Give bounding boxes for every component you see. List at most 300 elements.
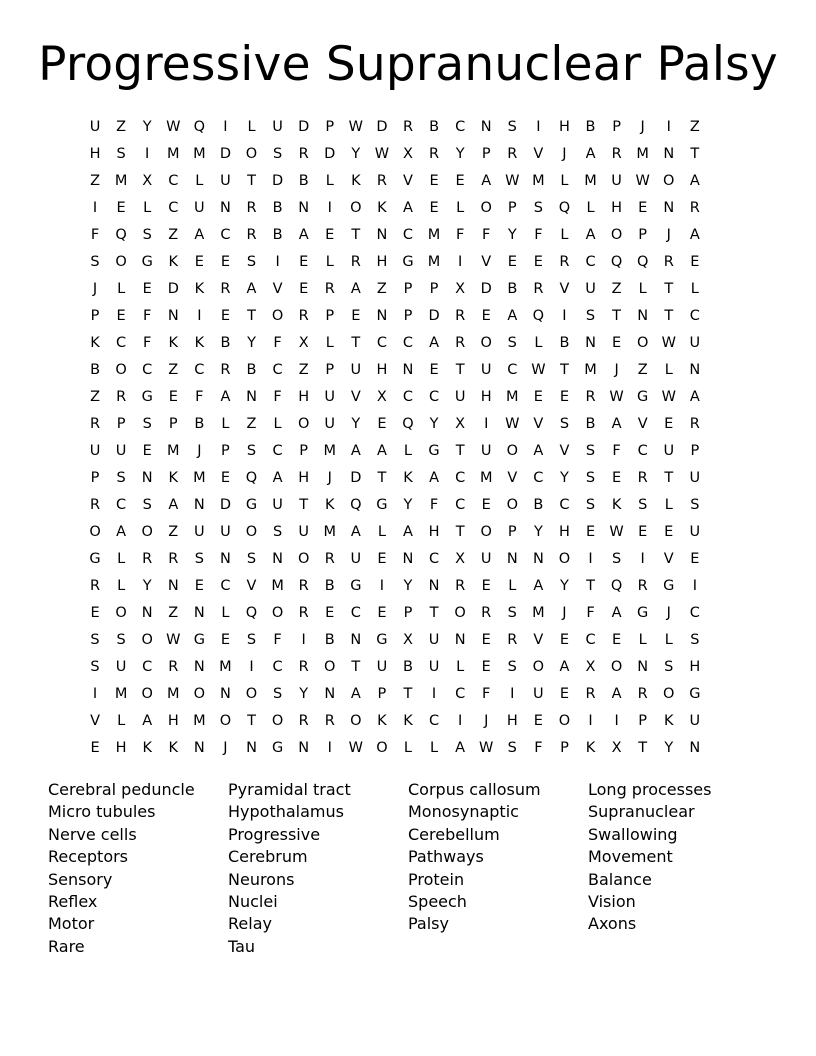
- grid-letter: N: [298, 200, 310, 216]
- grid-letter: A: [168, 497, 179, 513]
- grid-letter: E: [559, 389, 570, 405]
- grid-letter: Z: [298, 362, 309, 378]
- grid-letter: V: [533, 632, 544, 648]
- word-list-item: Nuclei: [228, 892, 278, 912]
- grid-letter: S: [272, 524, 283, 540]
- grid-letter: E: [559, 632, 570, 648]
- word-list-item: Cerebral peduncle: [48, 780, 195, 799]
- grid-letter: Z: [90, 173, 100, 189]
- grid-letter: Z: [611, 281, 622, 297]
- grid-letter: F: [195, 389, 204, 405]
- grid-letter: L: [690, 281, 699, 297]
- grid-letter: S: [507, 335, 517, 351]
- grid-letter: A: [689, 173, 700, 189]
- grid-letter: U: [272, 497, 283, 513]
- grid-letter: T: [247, 308, 256, 324]
- grid-letter: C: [585, 632, 596, 648]
- grid-row: [82, 249, 734, 276]
- grid-letter: G: [637, 389, 649, 405]
- grid-letter: P: [481, 146, 491, 162]
- grid-letter: U: [454, 389, 466, 405]
- grid-letter: I: [457, 713, 463, 729]
- grid-letter: S: [142, 416, 152, 432]
- grid-letter: O: [271, 605, 284, 621]
- word-list-column: [408, 779, 588, 958]
- grid-letter: Y: [351, 416, 361, 432]
- grid-letter: I: [457, 254, 463, 270]
- grid-letter: E: [429, 362, 439, 378]
- grid-letter: E: [690, 254, 700, 270]
- grid-letter: T: [377, 470, 387, 486]
- grid-letter: L: [664, 632, 673, 648]
- word-list-column: [588, 779, 768, 958]
- grid-letter: R: [585, 686, 596, 702]
- grid-letter: O: [297, 416, 310, 432]
- grid-letter: B: [585, 416, 596, 432]
- grid-letter: A: [220, 389, 231, 405]
- grid-letter: E: [481, 497, 491, 513]
- grid-letter: C: [428, 713, 440, 729]
- grid-letter: E: [690, 551, 700, 567]
- grid-letter: E: [168, 389, 178, 405]
- grid-letter: A: [585, 146, 596, 162]
- grid-letter: A: [455, 740, 466, 756]
- grid-letter: C: [428, 389, 440, 405]
- grid-letter: S: [90, 632, 100, 648]
- grid-letter: M: [167, 686, 180, 702]
- grid-letter: B: [403, 659, 413, 675]
- grid-letter: T: [455, 524, 465, 540]
- grid-letter: M: [219, 659, 232, 675]
- grid-letter: E: [220, 254, 231, 270]
- grid-letter: E: [377, 605, 387, 621]
- grid-letter: Y: [560, 578, 569, 594]
- grid-letter: O: [350, 200, 362, 216]
- grid-letter: T: [560, 362, 569, 378]
- grid-letter: I: [431, 686, 437, 702]
- grid-letter: B: [507, 281, 518, 297]
- grid-letter: H: [89, 146, 101, 162]
- grid-letter: A: [403, 200, 413, 216]
- grid-letter: I: [249, 659, 254, 675]
- grid-letter: L: [456, 659, 465, 675]
- grid-letter: U: [89, 443, 101, 459]
- grid-letter: L: [664, 497, 673, 513]
- grid-letter: O: [480, 335, 492, 351]
- grid-letter: S: [116, 632, 126, 648]
- grid-letter: M: [636, 146, 649, 162]
- grid-letter: F: [455, 227, 465, 243]
- word-list-item: Sensory: [48, 869, 113, 889]
- grid-letter: N: [324, 686, 336, 702]
- grid-letter: A: [585, 227, 596, 243]
- grid-letter: L: [325, 173, 334, 189]
- grid-letter: I: [197, 308, 202, 324]
- grid-letter: U: [298, 524, 309, 540]
- grid-row: [82, 654, 734, 681]
- grid-letter: T: [429, 605, 439, 621]
- grid-letter: I: [666, 119, 671, 135]
- grid-letter: U: [533, 686, 544, 702]
- grid-letter: I: [536, 119, 541, 135]
- grid-letter: W: [348, 740, 363, 756]
- grid-letter: O: [506, 497, 518, 513]
- grid-letter: O: [245, 146, 258, 162]
- grid-letter: E: [612, 470, 622, 486]
- grid-letter: S: [194, 551, 204, 567]
- word-list-item: Cerebellum: [408, 824, 500, 844]
- grid-letter: A: [429, 470, 440, 486]
- grid-letter: C: [533, 470, 544, 486]
- grid-letter: E: [351, 308, 361, 324]
- grid-letter: Q: [245, 605, 258, 621]
- grid-letter: N: [298, 740, 310, 756]
- grid-letter: E: [194, 254, 204, 270]
- grid-letter: Q: [115, 227, 127, 243]
- grid-letter: K: [90, 335, 100, 351]
- grid-letter: R: [637, 578, 648, 594]
- grid-letter: C: [402, 227, 414, 243]
- grid-letter: A: [403, 524, 413, 540]
- grid-letter: P: [377, 686, 387, 702]
- grid-letter: U: [89, 119, 101, 135]
- grid-letter: T: [664, 281, 674, 297]
- grid-letter: U: [350, 551, 362, 567]
- grid-letter: O: [115, 254, 127, 270]
- grid-letter: T: [612, 308, 622, 324]
- grid-letter: Z: [90, 389, 100, 405]
- grid-letter: C: [116, 335, 127, 351]
- grid-letter: Y: [533, 524, 543, 540]
- grid-letter: O: [480, 200, 492, 216]
- grid-letter: K: [403, 470, 413, 486]
- grid-letter: U: [663, 443, 675, 459]
- grid-letter: L: [534, 335, 543, 351]
- grid-letter: Y: [403, 578, 413, 594]
- grid-letter: G: [350, 578, 362, 594]
- grid-letter: E: [612, 335, 622, 351]
- grid-letter: I: [379, 578, 385, 594]
- grid-letter: U: [689, 524, 701, 540]
- grid-letter: R: [298, 713, 309, 729]
- grid-letter: R: [298, 308, 309, 324]
- grid-letter: R: [246, 200, 257, 216]
- grid-letter: M: [323, 524, 336, 540]
- grid-letter: N: [246, 740, 257, 756]
- grid-letter: B: [298, 173, 309, 189]
- word-list-item: Movement: [588, 847, 673, 867]
- grid-letter: S: [638, 497, 648, 513]
- grid-letter: Y: [403, 497, 413, 513]
- grid-letter: O: [454, 605, 466, 621]
- grid-letter: K: [194, 335, 205, 351]
- word-list-item: Pyramidal tract: [228, 780, 351, 799]
- grid-letter: R: [689, 416, 700, 432]
- grid-letter: U: [324, 416, 336, 432]
- grid-letter: A: [533, 578, 544, 594]
- grid-letter: I: [614, 713, 619, 729]
- grid-letter: P: [403, 308, 413, 324]
- grid-letter: E: [377, 416, 387, 432]
- grid-letter: N: [428, 578, 440, 594]
- grid-letter: C: [194, 362, 205, 378]
- grid-letter: C: [689, 308, 700, 324]
- grid-letter: F: [429, 497, 439, 513]
- grid-letter: R: [350, 254, 361, 270]
- grid-letter: L: [221, 605, 230, 621]
- grid-letter: N: [220, 551, 231, 567]
- grid-letter: O: [193, 686, 206, 702]
- grid-letter: R: [90, 416, 101, 432]
- grid-letter: Z: [637, 362, 648, 378]
- grid-letter: F: [273, 335, 282, 351]
- grid-letter: K: [664, 713, 674, 729]
- grid-letter: J: [92, 281, 98, 297]
- grid-letter: N: [689, 740, 701, 756]
- grid-letter: T: [247, 173, 256, 189]
- grid-letter: R: [168, 551, 179, 567]
- letter-grid: [82, 114, 734, 762]
- grid-letter: S: [116, 470, 126, 486]
- grid-letter: H: [167, 713, 179, 729]
- grid-letter: O: [610, 227, 623, 243]
- word-list-column: [228, 779, 408, 958]
- grid-row: [82, 465, 734, 492]
- grid-letter: L: [456, 200, 465, 216]
- grid-letter: O: [115, 362, 127, 378]
- grid-letter: H: [298, 389, 310, 405]
- grid-letter: A: [481, 173, 492, 189]
- grid-letter: A: [429, 335, 440, 351]
- grid-letter: W: [479, 740, 494, 756]
- grid-letter: W: [609, 389, 624, 405]
- grid-letter: V: [533, 416, 544, 432]
- grid-row: [82, 384, 734, 411]
- grid-letter: Z: [168, 227, 179, 243]
- grid-letter: C: [689, 605, 700, 621]
- grid-letter: E: [220, 470, 231, 486]
- grid-letter: P: [325, 119, 335, 135]
- grid-letter: J: [327, 470, 332, 486]
- grid-letter: L: [195, 173, 204, 189]
- grid-letter: A: [116, 524, 127, 540]
- grid-letter: E: [299, 254, 309, 270]
- grid-letter: L: [117, 281, 126, 297]
- grid-letter: K: [168, 254, 179, 270]
- grid-letter: N: [402, 362, 414, 378]
- grid-letter: L: [143, 200, 152, 216]
- grid-letter: T: [351, 227, 361, 243]
- grid-row: [82, 573, 734, 600]
- grid-letter: N: [193, 497, 205, 513]
- grid-letter: F: [273, 632, 282, 648]
- grid-letter: A: [533, 443, 544, 459]
- grid-letter: L: [508, 578, 517, 594]
- grid-letter: K: [403, 713, 413, 729]
- grid-letter: E: [481, 632, 491, 648]
- grid-letter: O: [558, 551, 571, 567]
- grid-letter: B: [324, 632, 335, 648]
- grid-letter: Q: [636, 254, 649, 270]
- grid-letter: Y: [664, 740, 674, 756]
- grid-letter: E: [194, 578, 204, 594]
- grid-letter: O: [141, 524, 153, 540]
- grid-letter: F: [273, 389, 282, 405]
- grid-letter: P: [168, 416, 178, 432]
- grid-letter: I: [484, 416, 489, 432]
- grid-letter: V: [350, 389, 361, 405]
- grid-letter: A: [689, 389, 700, 405]
- grid-letter: Y: [455, 146, 465, 162]
- grid-letter: F: [482, 227, 491, 243]
- grid-letter: K: [324, 497, 335, 513]
- grid-letter: Y: [351, 146, 361, 162]
- grid-letter: E: [325, 227, 335, 243]
- grid-letter: E: [507, 254, 517, 270]
- grid-letter: V: [559, 443, 570, 459]
- grid-letter: C: [168, 200, 179, 216]
- grid-letter: D: [219, 146, 232, 162]
- grid-letter: W: [505, 173, 520, 189]
- grid-letter: T: [351, 335, 361, 351]
- grid-letter: O: [297, 551, 310, 567]
- grid-letter: C: [585, 254, 596, 270]
- grid-letter: M: [167, 146, 180, 162]
- grid-letter: G: [141, 254, 153, 270]
- grid-letter: W: [531, 362, 546, 378]
- grid-letter: Q: [350, 497, 362, 513]
- grid-letter: M: [584, 362, 597, 378]
- word-list-item: Supranuclear: [588, 802, 695, 822]
- word-list-item: Progressive: [228, 824, 321, 844]
- grid-letter: I: [301, 632, 306, 648]
- grid-letter: N: [585, 335, 596, 351]
- grid-letter: X: [403, 632, 413, 648]
- grid-row: [82, 276, 734, 303]
- grid-letter: K: [168, 740, 179, 756]
- grid-row: [82, 681, 734, 708]
- grid-letter: G: [193, 632, 205, 648]
- grid-letter: R: [298, 659, 309, 675]
- grid-letter: T: [690, 146, 700, 162]
- grid-letter: C: [455, 686, 466, 702]
- grid-letter: B: [220, 335, 231, 351]
- grid-letter: K: [142, 740, 152, 756]
- grid-letter: U: [689, 713, 701, 729]
- grid-letter: O: [141, 686, 153, 702]
- grid-letter: J: [666, 227, 671, 243]
- grid-letter: G: [637, 605, 649, 621]
- grid-letter: L: [117, 551, 126, 567]
- grid-letter: I: [588, 713, 593, 729]
- word-list-item: Rare: [48, 936, 85, 956]
- grid-letter: G: [245, 497, 258, 513]
- grid-letter: E: [559, 686, 570, 702]
- grid-letter: A: [350, 524, 361, 540]
- grid-letter: Z: [376, 281, 387, 297]
- word-list-item: Long processes: [588, 780, 712, 799]
- grid-letter: P: [638, 227, 648, 243]
- grid-letter: I: [223, 119, 228, 135]
- grid-letter: U: [480, 443, 492, 459]
- grid-letter: X: [585, 659, 596, 675]
- grid-letter: C: [350, 605, 361, 621]
- grid-letter: H: [558, 119, 570, 135]
- grid-letter: U: [611, 173, 622, 189]
- grid-letter: E: [299, 281, 309, 297]
- grid-letter: S: [611, 551, 622, 567]
- grid-letter: C: [116, 497, 127, 513]
- grid-letter: L: [664, 362, 673, 378]
- word-list-item: Cerebrum: [228, 847, 308, 867]
- grid-letter: B: [559, 335, 570, 351]
- grid-letter: E: [377, 551, 387, 567]
- grid-letter: J: [562, 146, 567, 162]
- grid-letter: O: [663, 686, 675, 702]
- grid-letter: M: [532, 173, 545, 189]
- grid-letter: R: [142, 551, 153, 567]
- grid-letter: N: [220, 200, 231, 216]
- grid-letter: Y: [299, 686, 309, 702]
- grid-row: [82, 735, 734, 762]
- grid-letter: P: [612, 119, 621, 135]
- grid-letter: K: [377, 200, 387, 216]
- word-list-item: Pathways: [408, 847, 484, 867]
- grid-letter: P: [221, 443, 230, 459]
- word-list-item: Speech: [408, 892, 467, 912]
- grid-letter: H: [376, 254, 388, 270]
- grid-letter: X: [298, 335, 309, 351]
- grid-letter: E: [533, 254, 543, 270]
- grid-letter: M: [479, 470, 493, 486]
- grid-letter: R: [246, 227, 257, 243]
- grid-letter: I: [562, 308, 567, 324]
- grid-letter: E: [638, 200, 648, 216]
- grid-letter: N: [246, 389, 257, 405]
- grid-letter: R: [559, 254, 570, 270]
- grid-letter: T: [455, 362, 465, 378]
- grid-letter: P: [299, 443, 309, 459]
- grid-letter: O: [506, 443, 518, 459]
- grid-letter: R: [298, 578, 309, 594]
- word-list-item: Balance: [588, 869, 652, 889]
- grid-letter: P: [507, 524, 517, 540]
- grid-letter: J: [223, 740, 228, 756]
- grid-letter: B: [429, 119, 440, 135]
- grid-row: [82, 600, 734, 627]
- grid-letter: A: [611, 605, 622, 621]
- grid-letter: D: [272, 173, 284, 189]
- grid-letter: I: [92, 686, 98, 702]
- grid-letter: G: [89, 551, 101, 567]
- grid-row: [82, 357, 734, 384]
- grid-letter: P: [690, 443, 700, 459]
- grid-letter: L: [586, 200, 595, 216]
- grid-letter: D: [376, 119, 388, 135]
- grid-letter: S: [664, 659, 674, 675]
- grid-letter: S: [90, 254, 100, 270]
- grid-letter: U: [115, 659, 127, 675]
- grid-letter: R: [324, 281, 335, 297]
- grid-letter: D: [324, 146, 336, 162]
- grid-letter: G: [402, 254, 414, 270]
- grid-letter: B: [194, 416, 205, 432]
- grid-letter: K: [377, 713, 387, 729]
- grid-letter: L: [560, 227, 569, 243]
- grid-letter: R: [585, 389, 596, 405]
- grid-letter: N: [532, 551, 544, 567]
- grid-letter: E: [481, 659, 491, 675]
